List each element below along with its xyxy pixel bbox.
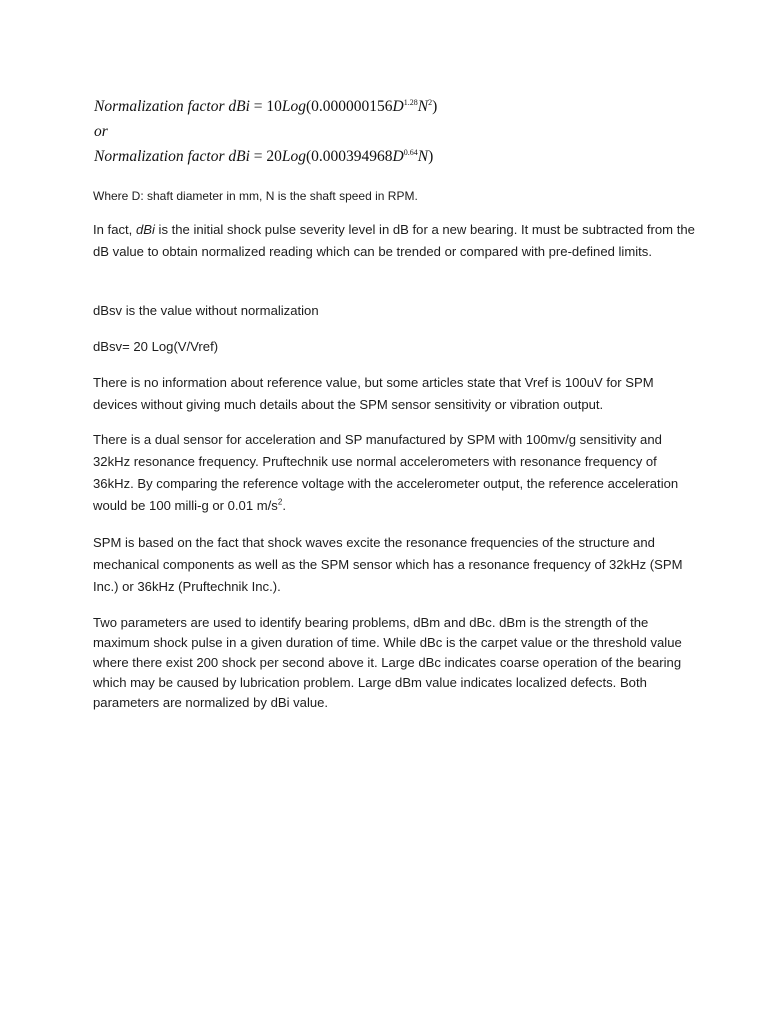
equation-or: or bbox=[94, 123, 108, 140]
eq2-coefficient: 20 bbox=[266, 148, 282, 165]
eq1-exponent-d: 1.28 bbox=[403, 98, 418, 107]
paragraph-dbsv: dBsv is the value without normalization bbox=[93, 303, 319, 318]
normalization-equation-2 bbox=[94, 148, 433, 166]
eq2-exponent-d: 0.64 bbox=[403, 148, 418, 157]
eq1-exponent-n: 2 bbox=[428, 98, 433, 107]
fact-text-start: In fact, bbox=[93, 222, 136, 237]
normalization-equation-1 bbox=[94, 98, 437, 116]
paragraph-spm-principle: SPM is based on the fact that shock waves excite the resonance frequencies of the structure and mechanical components as well as the SPM sensor which has a resonance frequency of 32kHz (SPM Inc.) or 36kHz (Pruftechnik Inc.). bbox=[93, 535, 683, 594]
paragraph-dbm-dbc: Two parameters are used to identify bearing problems, dBm and dBc. dBm is the strength of the maximum shock pulse in a given duration of time. While dBc is the carpet value or the threshold value where there exist 200 shock per second above it. Large dBc indicates coarse operation of the bearing which may be caused by lubrication problem. Large dBm value indicates localized defects. Both parameters are normalized by dBi value. bbox=[93, 615, 682, 710]
paragraph-reference-value: There is no information about reference value, but some articles state that Vref is 100uV for SPM devices without giving much details about the SPM sensor sensitivity or vibration output. bbox=[93, 375, 654, 412]
eq2-var-d: D bbox=[392, 148, 404, 165]
eq1-log: Log bbox=[281, 98, 306, 115]
eq2-equals: = bbox=[249, 148, 267, 165]
eq2-close-paren: ) bbox=[428, 148, 434, 165]
eq2-label: Normalization factor dBi bbox=[94, 148, 250, 165]
eq1-var-d: D bbox=[392, 98, 404, 115]
eq1-var-n: N bbox=[417, 98, 429, 115]
paragraph-where: Where D: shaft diameter in mm, N is the shaft speed in RPM. bbox=[93, 189, 418, 203]
paragraph-dbsv-formula: dBsv= 20 Log(V/Vref) bbox=[93, 339, 219, 354]
eq1-label: Normalization factor dBi bbox=[94, 98, 250, 115]
dual-text: There is a dual sensor for acceleration and SP manufactured by SPM with 100mv/g sensitivity and 32kHz resonance frequency. Pruftechnik use normal accelerometers with resonance frequency of 36kHz. By comparing the reference voltage with the accelerometer output, the reference acceleration would be 100 milli-g or 0.01 m/s bbox=[93, 432, 679, 513]
eq1-equals: = bbox=[249, 98, 267, 115]
paragraph-dbi-definition bbox=[93, 219, 701, 263]
eq2-log: Log bbox=[281, 148, 306, 165]
eq1-constant: 0.000000156 bbox=[311, 98, 393, 115]
paragraph-dual-sensor bbox=[93, 429, 701, 517]
dual-period: . bbox=[282, 498, 286, 513]
eq1-open-paren: ( bbox=[306, 98, 312, 115]
eq2-open-paren: ( bbox=[306, 148, 312, 165]
eq2-constant: 0.000394968 bbox=[311, 148, 393, 165]
dual-superscript: 2 bbox=[277, 497, 283, 507]
eq1-coefficient: 10 bbox=[266, 98, 282, 115]
fact-text-rest: is the initial shock pulse severity level in dB for a new bearing. It must be subtracted from the dB value to obtain normalized reading which can be trended or compared with pre-defined limits. bbox=[93, 222, 695, 259]
eq1-close-paren: ) bbox=[432, 98, 438, 115]
eq2-var-n: N bbox=[417, 148, 429, 165]
fact-dbi-term: dBi bbox=[135, 222, 155, 237]
